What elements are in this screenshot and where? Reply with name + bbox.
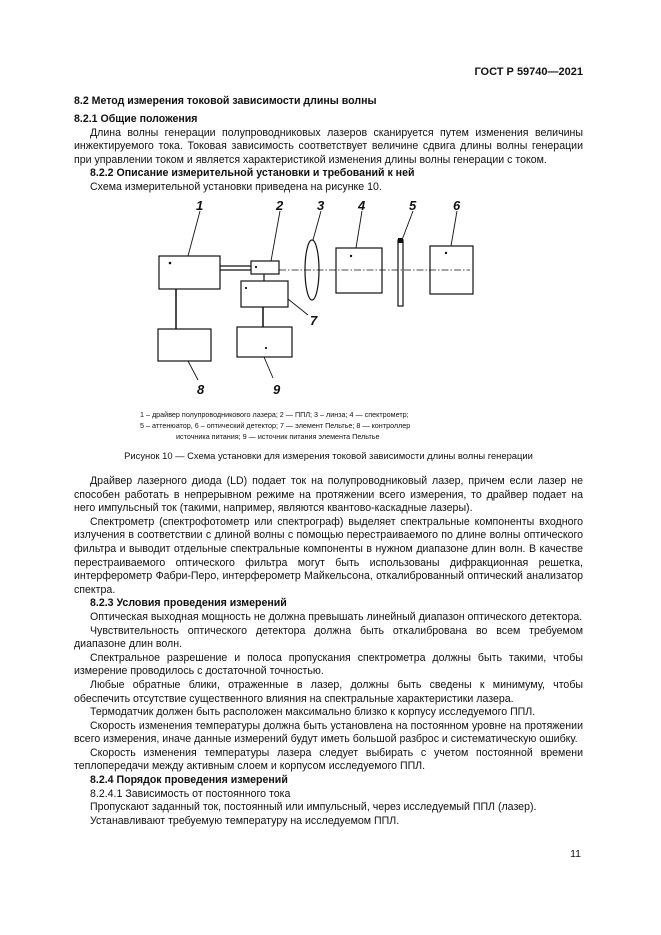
paragraph-driver: Драйвер лазерного диода (LD) подает ток на полупроводниковый лазер, причем если лазер не способен работать в непрерывном режиме на протяжении всего измерения, то драйвер подает на него импульсный ток (такими, например, являются квантово-каскадные лазеры). <box>74 475 583 515</box>
figure-legend <box>140 409 520 442</box>
paragraph-spectrometer: Спектрометр (спектрофотометр или спектрограф) выделяет спектральные компоненты входного излучения в соответствии с длиной волны с помощью перестраиваемого по длине волны оптического фильтра и выводит отдельные спектральные компоненты в нужном диапазоне длин волн. В качестве перестраиваемого оптического фильтра могут быть использованы дифракционная решетка, интерферометр Фабри-Перо, интерферометр Майкельсона, откалиброванный оптический анализатор спектра. <box>74 515 583 596</box>
main-body <box>74 475 583 828</box>
leader-9 <box>264 357 273 378</box>
paragraph-scheme-ref: Схема измерительной установки приведена на рисунке 10. <box>90 180 382 193</box>
leader-4 <box>356 211 362 248</box>
legend-line-2: 5 – аттенюатор, 6 – оптический детектор; 7 — элемент Пельтье; 8 — контроллер <box>140 421 411 430</box>
block-2-dot <box>255 266 257 268</box>
paragraph-current-supply: Пропускают заданный ток, постоянный или импульсный, через исследуемый ППЛ (лазер). <box>90 801 537 814</box>
block-peltier <box>241 281 288 307</box>
label-1: 1 <box>196 198 204 213</box>
leader-1 <box>188 211 200 256</box>
label-9: 9 <box>273 382 281 397</box>
leader-2 <box>271 211 280 261</box>
section-8-2-1 <box>74 113 583 195</box>
label-2: 2 <box>276 198 284 213</box>
label-6: 6 <box>453 198 461 213</box>
block-9-dot <box>265 347 267 349</box>
paragraph-thermosensor: Термодатчик должен быть расположен максимально близко к корпусу исследуемого ППЛ. <box>90 706 536 719</box>
leader-6 <box>451 211 457 246</box>
block-7-dot <box>245 287 247 289</box>
subsection-title-8-2-3: 8.2.3 Условия проведения измерений <box>90 597 287 610</box>
leader-3 <box>313 211 321 240</box>
subsection-title-8-2-2: 8.2.2 Описание измерительной установки и требований к ней <box>90 167 415 180</box>
legend-line-3: источника питания; 9 — источник питания элемента Пельтье <box>176 432 380 441</box>
paragraph-general: Длина волны генерации полупроводниковых лазеров сканируется путем изменения величины инжектируемого тока. Токовая зависимость соответствует величине сдвига длины волны генерации при управлении током и является характеристикой изменения длины волны генерации с током. <box>74 126 583 166</box>
standard-designation: ГОСТ Р 59740—2021 <box>474 66 583 78</box>
block-6-dot <box>445 252 447 254</box>
block-laser-driver <box>159 256 220 289</box>
paragraph-sensitivity: Чувствительность оптического детектора должна быть откалибрована во всем требуемом диапазоне длин волн. <box>74 624 583 651</box>
label-5: 5 <box>409 198 417 213</box>
section-title-8-2: 8.2 Метод измерения токовой зависимости длины волны <box>74 95 377 107</box>
block-peltier-power <box>237 327 292 357</box>
block-4-dot <box>350 255 352 257</box>
block-spectrometer <box>336 248 382 293</box>
leader-5 <box>402 211 413 240</box>
block-1-dot <box>169 262 172 265</box>
measurement-setup-diagram <box>140 195 500 407</box>
paragraph-resolution: Спектральное разрешение и полоса пропускания спектрометра должны быть такими, чтобы измерение проводилось с достаточной точностью. <box>74 651 583 678</box>
subsection-title-8-2-4: 8.2.4 Порядок проведения измерений <box>90 774 288 787</box>
label-7: 7 <box>310 313 318 328</box>
paragraph-heat-transfer: Скорость изменения температуры лазера следует выбирать с учетом постоянной времени теплопередачи между активным слоем и корпусом исследуемого ППЛ. <box>74 746 583 773</box>
subsection-title-8-2-4-1: 8.2.4.1 Зависимость от постоянного тока <box>90 787 291 800</box>
paragraph-output-power: Оптическая выходная мощность не должна превышать линейный диапазон оптического детектора. <box>90 610 583 623</box>
figure-caption: Рисунок 10 — Схема установки для измерения токовой зависимости длины волны генерации <box>124 450 533 461</box>
label-8: 8 <box>197 382 205 397</box>
legend-line-1: 1 – драйвер полупроводникового лазера; 2 — ППЛ; 3 – линза; 4 — спектрометр; <box>140 410 409 419</box>
block-power-controller <box>158 329 211 361</box>
paragraph-back-reflections: Любые обратные блики, отраженные в лазер, должны быть сведены к минимуму, чтобы обеспечить отсутствие существенного влияния на спектральные характеристики лазера. <box>74 678 583 705</box>
page-number: 11 <box>570 848 581 860</box>
leader-8 <box>188 361 198 380</box>
leader-7 <box>288 299 308 315</box>
attenuator <box>398 240 403 306</box>
subsection-title-8-2-1: 8.2.1 Общие положения <box>74 113 198 125</box>
label-4: 4 <box>358 198 366 213</box>
paragraph-temperature-rate: Скорость изменения температуры должна быть установлена на постоянном уровне на протяжении всего измерения, иначе данные измерений будут иметь большой разброс и систематическую ошибку. <box>74 719 583 746</box>
label-3: 3 <box>317 198 325 213</box>
paragraph-set-temperature: Устанавливают требуемую температуру на исследуемом ППЛ. <box>90 814 400 827</box>
